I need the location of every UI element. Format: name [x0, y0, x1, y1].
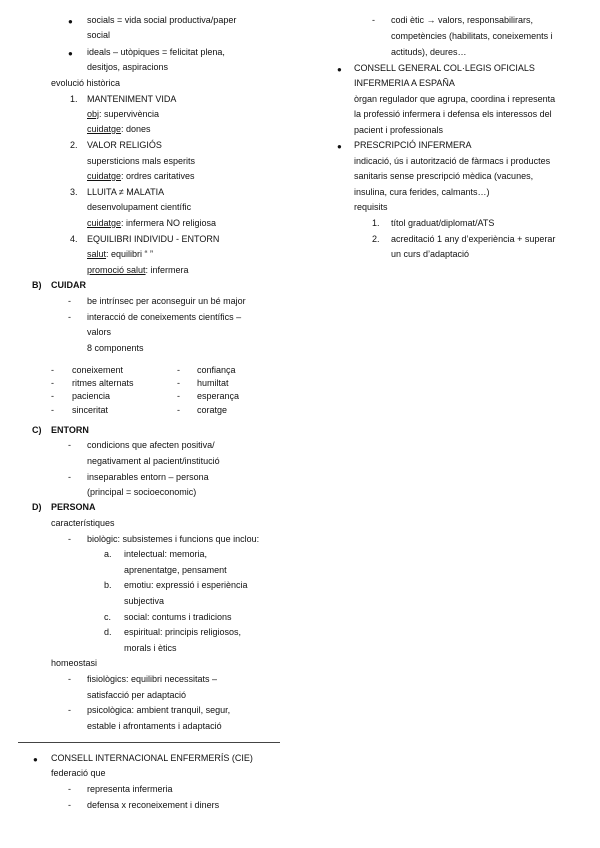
text-fragment: : infermera NO religiosa — [121, 218, 217, 228]
underlined-term: cuidatge — [87, 171, 122, 181]
text-line: actituds), deures… — [391, 47, 467, 57]
text-line: òrgan regulador que agrupa, coordina i representa — [354, 94, 556, 104]
dash: - — [177, 365, 180, 375]
text-line: biològic: subsistemes i funcions que inclou: — [87, 534, 260, 544]
text-line: coneixement — [72, 365, 124, 375]
text-line: valors — [87, 327, 112, 337]
text-line: evolució històrica — [51, 78, 121, 88]
text-line: negativament al pacient/institució — [87, 456, 220, 466]
text-fragment: : equilibri “ ” — [106, 249, 154, 259]
text-line: social — [87, 30, 111, 40]
text-line: espiritual: principis religiosos, — [124, 627, 242, 637]
dash: - — [68, 674, 71, 684]
dash: - — [51, 378, 54, 388]
list-letter: d. — [104, 627, 112, 637]
text-line: sanitaris sense prescripció mèdica (vacunes, — [354, 171, 534, 181]
text-line: codi ètic → valors, responsabilirars, — [391, 15, 534, 25]
text-line: paciencia — [72, 391, 111, 401]
text-line: psicològica: ambient tranquil, segur, — [87, 705, 231, 715]
text-line: fisiològics: equilibri necessitats – — [87, 674, 218, 684]
dash: - — [68, 296, 71, 306]
dash: - — [68, 440, 71, 450]
list-letter: c. — [104, 612, 112, 622]
text-line: morals i ètics — [124, 643, 177, 653]
text-line: defensa x reconeixement i diners — [87, 800, 220, 810]
dash: - — [51, 405, 54, 415]
text-line: INFERMERIA A ESPAÑA — [354, 78, 455, 88]
text-line: sinceritat — [72, 405, 109, 415]
section-heading: ENTORN — [51, 425, 89, 435]
underlined-term: salut — [87, 249, 107, 259]
text-line: supersticions mals esperits — [87, 156, 196, 166]
dash: - — [68, 472, 71, 482]
dash: - — [177, 378, 180, 388]
dash: - — [68, 800, 71, 810]
text-line: títol graduat/diplomat/ATS — [391, 218, 495, 228]
section-label: C) — [32, 425, 42, 435]
text-line: be intrínsec per aconseguir un bé major — [87, 296, 246, 306]
text-line: desenvolupament científic — [87, 202, 192, 212]
list-letter: b. — [104, 580, 112, 590]
list-number: 2. — [372, 234, 380, 244]
text-line — [87, 122, 151, 138]
underlined-term: obj — [87, 109, 100, 119]
bullet-icon: ● — [68, 17, 73, 26]
text-line: CONSELL INTERNACIONAL ENFERMERÍS (CIE) — [51, 753, 253, 763]
dash: - — [372, 15, 375, 25]
section-label: B) — [32, 280, 42, 290]
text-line: homeostasi — [51, 658, 98, 668]
dash: - — [68, 705, 71, 715]
text-line — [87, 169, 195, 185]
text-fragment: : dones — [121, 124, 151, 134]
text-line: satisfacció per adaptació — [87, 690, 187, 700]
text-line: esperança — [197, 391, 240, 401]
text-line — [87, 247, 153, 263]
text-line: interacció de coneixements científics – — [87, 312, 242, 322]
divider — [18, 742, 280, 743]
text-line: MANTENIMENT VIDA — [87, 94, 177, 104]
bullet-icon: ● — [68, 49, 73, 58]
list-number: 1. — [372, 218, 380, 228]
text-line: confiança — [197, 365, 236, 375]
text-line: acreditació 1 any d’experiència + superar — [391, 234, 556, 244]
underlined-term: cuidatge — [87, 218, 122, 228]
bullet-icon: ● — [337, 142, 342, 151]
text-line: ritmes alternats — [72, 378, 134, 388]
text-line: estable i afrontaments i adaptació — [87, 721, 222, 731]
section-heading: CUIDAR — [51, 280, 86, 290]
text-line: indicació, ús i autorització de fàrmacs i productes — [354, 156, 551, 166]
underlined-term: cuidatge — [87, 124, 122, 134]
text-line: PRESCRIPCIÓ INFERMERA — [354, 140, 472, 150]
text-fragment: : infermera — [145, 265, 189, 275]
text-line: requisits — [354, 202, 388, 212]
dash: - — [177, 391, 180, 401]
text-line: un curs d’adaptació — [391, 249, 470, 259]
text-line: representa infermeria — [87, 784, 173, 794]
text-line: la professió infermera i defensa els interessos del — [354, 109, 552, 119]
text-line: ideals – utòpiques = felicitat plena, — [87, 47, 225, 57]
text-line: insulina, cura ferides, calmants…) — [354, 187, 490, 197]
text-fragment: : ordres caritatives — [121, 171, 195, 181]
underlined-term: promoció salut — [87, 265, 146, 275]
text-line: aprenentatge, pensament — [124, 565, 227, 575]
text-line: VALOR RELIGIÓS — [87, 140, 162, 150]
text-line: humiltat — [197, 378, 229, 388]
text-line: intelectual: memoria, — [124, 549, 208, 559]
text-line: LLUITA ≠ MALATIA — [87, 187, 165, 197]
dash: - — [68, 784, 71, 794]
text-line: EQUILIBRI INDIVIDU - ENTORN — [87, 234, 220, 244]
list-number: 1. — [70, 94, 78, 104]
dash: - — [51, 365, 54, 375]
text-line: 8 components — [87, 343, 144, 353]
bullet-icon: ● — [33, 755, 38, 764]
text-line: condicions que afecten positiva/ — [87, 440, 215, 450]
list-letter: a. — [104, 549, 112, 559]
text-line: emotiu: expressió i esperiència — [124, 580, 248, 590]
dash: - — [51, 391, 54, 401]
list-number: 3. — [70, 187, 78, 197]
text-line — [87, 216, 216, 232]
text-line: (principal = socioeconomic) — [87, 487, 197, 497]
text-line: coratge — [197, 405, 228, 415]
text-fragment: : supervivència — [99, 109, 160, 119]
section-label: D) — [32, 502, 42, 512]
dash: - — [68, 312, 71, 322]
text-line: competències (habilitats, coneixements i — [391, 31, 553, 41]
text-line: desitjos, aspiracions — [87, 62, 169, 72]
list-number: 4. — [70, 234, 78, 244]
text-line: subjectiva — [124, 596, 165, 606]
dash: - — [68, 534, 71, 544]
text-line — [87, 107, 159, 123]
list-number: 2. — [70, 140, 78, 150]
dash: - — [177, 405, 180, 415]
text-line: socials = vida social productiva/paper — [87, 15, 237, 25]
text-line: social: contums i tradicions — [124, 612, 232, 622]
text-line — [87, 263, 189, 279]
bullet-icon: ● — [337, 65, 342, 74]
text-line: pacient i professionals — [354, 125, 444, 135]
text-line: característiques — [51, 518, 115, 528]
text-line: inseparables entorn – persona — [87, 472, 209, 482]
text-line: federació que — [51, 768, 106, 778]
section-heading: PERSONA — [51, 502, 96, 512]
text-line: CONSELL GENERAL COL·LEGIS OFICIALS — [354, 63, 535, 73]
